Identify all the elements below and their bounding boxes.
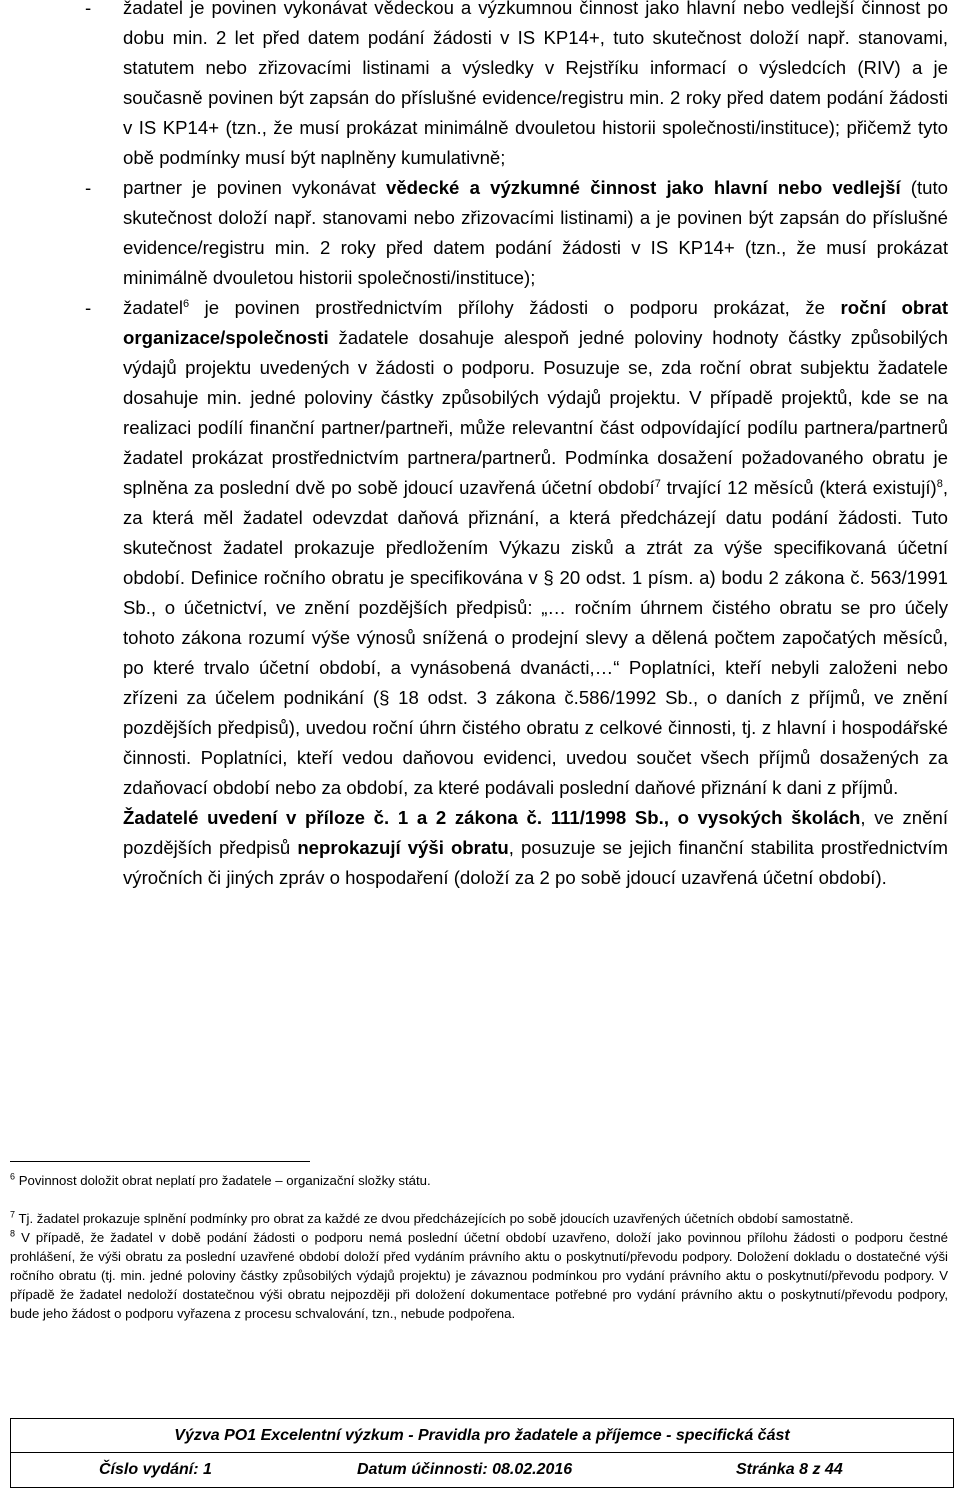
list-item: [0, 0, 960, 173]
footnote: [10, 1228, 948, 1323]
paragraph-universities: Žadatelé uvedení v příloze č. 1 a 2 zákona č. 111/1998 Sb., o vysokých školách, ve znění pozdějších předpisů neprokazují výši obratu, posuzuje se jejich finanční stabilita prostřednictvím výročních či jiných zpráv o hospodaření (doloží za 2 po sobě jdoucí uzavřená účetní období).: [123, 807, 948, 888]
footnote-number: 6: [10, 1171, 16, 1182]
footer-meta: [11, 1453, 953, 1487]
list-item: [0, 173, 960, 293]
footnote-text: Tj. žadatel prokazuje splnění podmínky pro obrat za každé ze dvou předcházejících po sobě jdoucích uzavřených účetních období samostatně.: [18, 1211, 854, 1226]
list-item: [0, 803, 960, 893]
footnote-text: Povinnost doložit obrat neplatí pro žadatele – organizační složky státu.: [18, 1173, 431, 1188]
issue-number: Číslo vydání: 1: [99, 1461, 212, 1478]
footnote: [10, 1171, 948, 1190]
list-item-text: žadatel$^6$ je povinen prostřednictvím přílohy žádosti o podporu prokázat, že roční obrat organizace/společnosti žadatele dosahuje alespoň jedné poloviny hodnoty částky způsobilých výdajů projektu uvedených v žádosti o podporu. Posuzuje se, zda roční obrat subjektu žadatele dosahuje min. jedné poloviny částky způsobilých výdajů projektu. V případě projektů, kde se na realizaci podílí finanční partner/partneři, může relevantní část odpovídající podílu partnera/partnerů žadatel prokázat prostřednictvím partnera/partnerů. Podmínka dosažení požadovaného obratu je splněna za poslední dvě po sobě jdoucí uzavřená účetní období$^7$ trvající 12 měsíců (která existují)$^8$, za která měl žadatel odevzdat daňová přiznání, a která předcházejí datu podání žádosti. Tuto skutečnost žadatel prokazuje předložením Výkazu zisků a ztrát za výše specifikovaná účetní období. Definice ročního obratu je specifikována v § 20 odst. 1 písm. a) bodu 2 zákona č. 563/1991 Sb., o účetnictví, ve znění pozdějších předpisů: „… ročním úhrnem čistého obratu se pro účely tohoto zákona rozumí výše výnosů snížená o prodejní slevy a dělená počtem započatých měsíců, po které trvalo účetní období, a vynásobená dvanácti,…“ Poplatníci, kteří nebyli založeni nebo zřízeni za účelem podnikání (§ 18 odst. 3 zákona č.586/1992 Sb., o daních z příjmů, ve znění pozdějších předpisů), uvedou roční úhrn čistého obratu z celkové činnosti, tj. z hlavní i hospodářské činnosti. Poplatníci, kteří vedou daňovou evidenci, uvedou součet všech příjmů dosažených za zdaňovací období nebo za období, za které podávali poslední daňové přiznání k dani z příjmů.: [123, 297, 949, 798]
list-bullet: -: [85, 297, 92, 318]
page-number: Stránka 8 z 44: [736, 1461, 843, 1478]
footnote: [10, 1209, 948, 1228]
list-item-text: žadatel je povinen vykonávat vědeckou a výzkumnou činnost jako hlavní nebo vedlejší činnost po dobu min. 2 let před datem podání žádosti v IS KP14+, tuto skutečnost doloží např. stanovami, statutem nebo zřizovacími listinami a výsledky v Rejstříku informací o výsledcích (RIV) a je současně povinen být zapsán do příslušné evidence/registru min. 2 roky před datem podání žádosti v IS KP14+ (tzn., že musí prokázat minimálně dvouletou historii společnosti/instituce); přičemž tyto obě podmínky musí být naplněny kumulativně;: [123, 0, 948, 168]
effective-date: Datum účinnosti: 08.02.2016: [357, 1461, 573, 1478]
footer-title: Výzva PO1 Excelentní výzkum - Pravidla pro žadatele a příjemce - specifická část: [11, 1419, 953, 1453]
list-bullet: -: [85, 0, 92, 18]
list-item-text: partner je povinen vykonávat vědecké a výzkumné činnost jako hlavní nebo vedlejší (tuto skutečnost doloží např. stanovami nebo zřizovacími listinami) a je povinen být zapsán do příslušné evidence/registru min. 2 roky před datem podání žádosti v IS KP14+ (tzn., že musí prokázat minimálně dvouletou historii společnosti/instituce);: [123, 177, 948, 288]
footnote-number: 8: [10, 1228, 16, 1239]
list-bullet: -: [85, 177, 92, 198]
page-footer: [10, 1418, 954, 1488]
footnote-separator: [10, 1161, 310, 1162]
footnotes: [10, 1171, 948, 1323]
footnote-text: V případě, že žadatel v době podání žádosti o podporu nemá poslední účetní období uzavřeno, doloží jako povinnou přílohu žádosti o podporu čestné prohlášení, že výši obratu za poslední uzavřené období doloží před vydáním právního aktu o poskytnutí/převodu podpory. Doložení dokladu o dostatečné výši ročního obratu (tj. min. jedné poloviny částky způsobilých výdajů projektu) je závaznou podmínkou pro vydání právního aktu o poskytnutí/převodu podpory. V případě že žadatel nedoloží dostatečnou výši obratu nejpozději při doložení dokumentace potřebné pro vydání právního aktu o poskytnutí/převodu podpory, bude jeho žádost o podporu vyřazena z procesu schvalování, tzn., nebude podpořena.: [10, 1230, 948, 1321]
list-item: [0, 293, 960, 803]
footnote-number: 7: [10, 1209, 16, 1220]
